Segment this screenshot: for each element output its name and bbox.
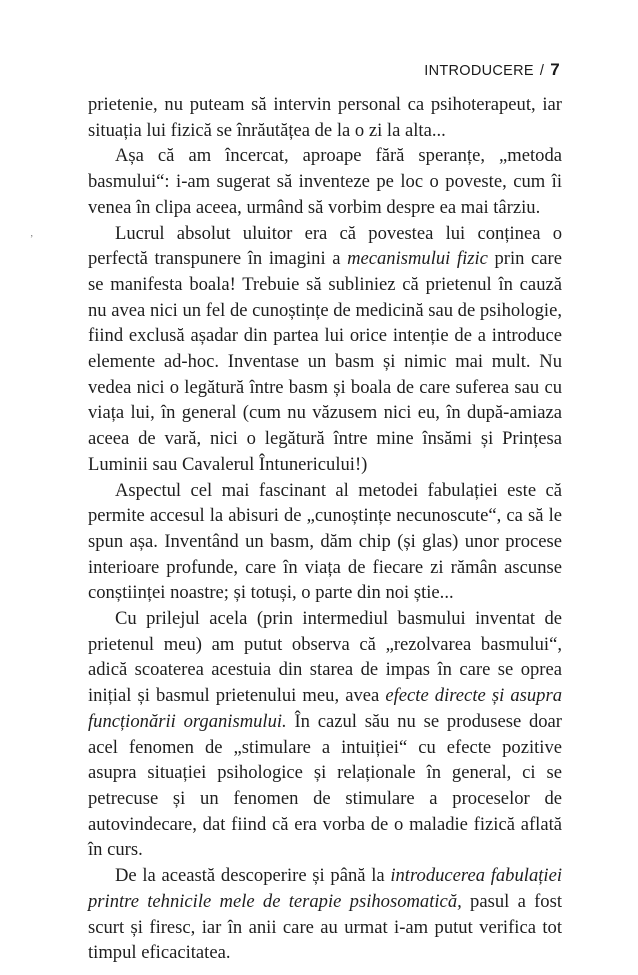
text-segment: În cazul său nu se produsese doar acel fenomen de „stimulare a intuiției“ cu efecte pozitive asupra situației psihologice și relaționale în general, ci se petrecuse și un fenomen de stimulare a proceselor de autovindecare, dat fiind că era vorba de o maladie fizică aflată în curs. bbox=[88, 710, 562, 861]
paragraph bbox=[88, 863, 562, 966]
text-segment: Cu prilejul acela (prin intermediul basmului inventat de prietenul meu) am putut observa că „rezolvarea basmului“, adică scoaterea acestuia din starea de impas în care se oprea inițial și basmul prietenului meu, avea bbox=[88, 608, 562, 707]
text-segment: pasul a fost scurt și firesc, iar în anii care au urmat i-am putut verifica tot timpul eficacitatea. bbox=[88, 890, 562, 964]
paragraph bbox=[88, 92, 562, 143]
italic-phrase: efecte directe și asupra funcționării organismului. bbox=[88, 685, 562, 732]
paragraph bbox=[88, 478, 562, 607]
italic-phrase: mecanismului fizic bbox=[347, 248, 488, 270]
paragraph bbox=[88, 606, 562, 863]
margin-mark: ʼ bbox=[30, 234, 34, 245]
paragraph bbox=[88, 221, 562, 478]
header-separator: / bbox=[539, 63, 545, 79]
text-segment: prietenie, nu puteam să intervin personal ca psihoterapeut, iar situația lui fizică se înrăutățea de la o zi la alta... bbox=[88, 94, 562, 141]
text-segment: prin care se manifesta boala! Trebuie să subliniez că prietenul în cauză nu avea nici un fel de cunoștințe de medicină sau de psihologie, fiind exclusă așadar din partea lui orice intenție de a introduce elemente ad-hoc. Inventase un basm și nimic mai mult. Nu vedea nici o legătură între basm și boala de care suferea sau cu viața lui, în general (cum nu văzusem nici eu, în după-amiaza aceea de vară, nici o legătură între mine însămi și Prințesa Luminii sau Cavalerul Întunericului!) bbox=[88, 248, 562, 475]
italic-phrase: introducerea fabulației printre tehnicile mele de terapie psihosomatică, bbox=[88, 865, 562, 912]
text-segment: Așa că am încercat, aproape fără speranțe, „metoda basmului“: i-am sugerat să inventeze pe loc o poveste, cum îi venea în clipa aceea, urmând să vorbim despre ea mai târziu. bbox=[88, 145, 562, 218]
page-number: 7 bbox=[550, 60, 560, 79]
text-segment: Lucrul absolut uluitor era că povestea lui conținea o perfectă transpunere în imagini a bbox=[88, 222, 562, 270]
section-title: INTRODUCERE bbox=[424, 63, 534, 79]
paragraph bbox=[88, 143, 562, 220]
text-segment: De la această descoperire și până la bbox=[115, 865, 391, 887]
body-text bbox=[88, 92, 562, 966]
running-header bbox=[424, 60, 560, 80]
text-segment: Aspectul cel mai fascinant al metodei fabulației este că permite accesul la abisuri de „cunoștințe necunoscute“, ca să le spun așa. Inventând un basm, dăm chip (și glas) unor procese interioare profunde, care în viața de fiecare zi rămân ascunse conștiinței noastre; și totuși, o parte din noi știe... bbox=[88, 479, 562, 604]
